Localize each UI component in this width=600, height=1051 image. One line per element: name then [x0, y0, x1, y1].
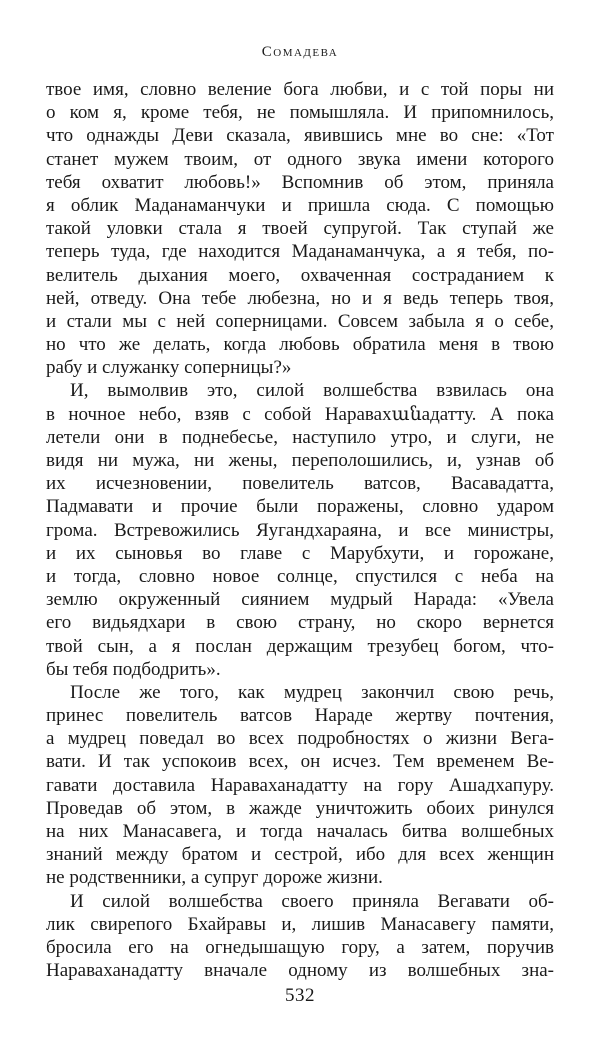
text-line: И, вымолвив это, силой волшебства взвилась она	[70, 380, 554, 402]
text-line: принес повелитель ватсов Нараде жертву почтения,	[46, 705, 554, 727]
text-line: а мудрец поведал во всех подробностях о жизни Вега-	[46, 728, 554, 750]
text-line: знаний между братом и сестрой, ибо для всех женщин	[46, 844, 554, 866]
text-line: твое имя, словно веление бога любви, и с той поры ни	[46, 79, 554, 100]
text-line: на них Манасавега, и тогда началась битва волшебных	[46, 821, 554, 842]
text-line: Проведав об этом, в жажде уничтожить обоих ринулся	[46, 797, 554, 819]
text-line: велитель дыхания моего, охваченная состраданием к	[46, 264, 554, 286]
body-text	[46, 78, 554, 982]
text-line: такой уловки стала я твоей супругой. Так ступай же	[46, 218, 554, 240]
text-line: землю окруженный сиянием мудрый Нарада: «Увела	[46, 589, 554, 611]
paragraph-1	[46, 78, 554, 379]
text-line: вати. И так успокоив всех, он исчез. Тем временем Ве-	[46, 751, 554, 773]
text-line: но что же делать, когда любовь обратила меня в твою	[46, 334, 554, 356]
text-line: не родственники, а супруг дороже жизни.	[46, 867, 383, 889]
text-line: тебя охватит любовь!» Вспомнив об этом, приняла	[46, 171, 554, 193]
text-line: бы тебя подбодрить».	[46, 658, 221, 680]
text-line: о ком я, кроме тебя, не помышляла. И припомнилось,	[46, 102, 554, 124]
text-line: что однажды Деви сказала, явившись мне во сне: «Тот	[46, 125, 554, 147]
text-line: теперь туда, где находится Маданаманчука, а я тебя, по-	[46, 241, 554, 263]
text-line: станет мужем твоим, от одного звука имени которого	[46, 148, 554, 170]
text-line: видя ни мужа, ни жены, переполошились, и, узнав об	[46, 450, 554, 471]
text-line: в ночное небо, взяв с собой Наравахանадатту. А пока	[46, 403, 554, 425]
text-line: и их сыновья во главе с Марубхути, и горожане,	[46, 542, 554, 564]
text-line: и стали мы с ней соперницами. Совсем забыла я о себе,	[46, 310, 554, 332]
paragraph-4	[46, 890, 554, 983]
text-line: И силой волшебства своего приняла Вегавати об-	[70, 890, 554, 912]
text-line: гавати доставила Нараваханадатту на гору Ашадхапуру.	[46, 774, 554, 796]
text-line: После же того, как мудрец закончил свою речь,	[70, 681, 554, 703]
text-line: ней, отведу. Она тебе любезна, но и я ведь теперь твоя,	[46, 287, 554, 309]
paragraph-3	[46, 681, 554, 890]
text-line: твой сын, а я послан держащим трезубец богом, что-	[46, 635, 554, 657]
text-line: Падмавати и прочие были поражены, словно ударом	[46, 496, 554, 518]
text-line: я облик Маданаманчуки и пришла сюда. С помощью	[46, 194, 554, 216]
text-line: лик свирепого Бхайравы и, лишив Манасавегу памяти,	[46, 913, 554, 935]
text-line: его видьядхари в свою страну, но скоро вернется	[46, 612, 554, 634]
text-line: летели они в поднебесье, наступило утро, и слуги, не	[46, 426, 554, 448]
running-head: Сомадева	[261, 44, 339, 60]
text-line: рабу и служанку соперницы?»	[46, 357, 292, 379]
text-line: бросила его на огнедышащую гору, а затем, поручив	[46, 936, 554, 958]
text-line: Нараваханадатту вначале одному из волшебных зна-	[46, 960, 554, 982]
text-line: грома. Встревожились Яугандхараяна, и все министры,	[46, 519, 554, 541]
text-line: их исчезновении, повелитель ватсов, Васавадатта,	[46, 473, 554, 495]
paragraph-2	[46, 379, 554, 680]
text-line: и тогда, словно новое солнце, спустился с неба на	[46, 565, 554, 587]
page-number: 532	[285, 985, 315, 1006]
